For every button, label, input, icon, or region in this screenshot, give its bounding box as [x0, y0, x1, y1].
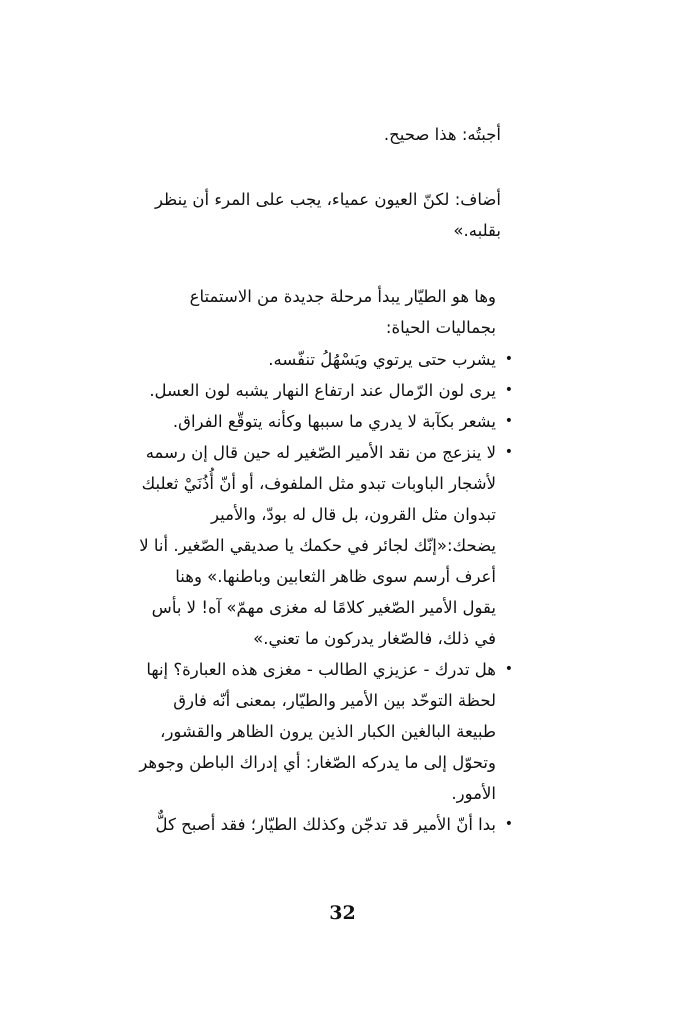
paragraph-reply: أجبتُه: هذا صحيح. — [383, 125, 501, 144]
paragraph-quote: أضاف: لكنّ العيون عمياء، يجب على المرء أن ينظر بقلبه.» — [154, 190, 501, 240]
bullet-list — [139, 344, 513, 840]
bullet-item: • لا ينزعج من نقد الأمير الصّغير له حين قال إن رسمه لأشجار الباوبات تبدو مثل الملفوف، أو أنّ أُذُنَيْ ثعلبك تبدوان مثل القرون، بل قال له بودّ، والأمير يضحك:«إنّك لجائر في حكمك يا صديقي الصّغير. أنا لا أعرف أرسم سوى ظاهر الثعابين وباطنها.» وهنا يقول الأمير الصّغير كلامًا له مغزى مهمّ» آه! لا بأس في ذلك، فالصّغار يدركون ما تعني.» — [139, 437, 513, 654]
bullet-item: • يرى لون الرّمال عند ارتفاع النهار يشبه لون العسل. — [139, 375, 513, 406]
paragraph-intro: وها هو الطيّار يبدأ مرحلة جديدة من الاستمتاع بجماليات الحياة: — [189, 287, 496, 337]
page-number: 32 — [329, 902, 356, 924]
bullet-item: • هل تدرك - عزيزي الطالب - مغزى هذه العبارة؟ إنها لحظة التوحّد بين الأمير والطيّار، بمعنى أنّه فارق طبيعة البالغين الكبار الذين يرون الظاهر والقشور، وتحوّل إلى ما يدركه الصّغار: أي إدراك الباطن وجوهر الأمور. — [139, 654, 513, 809]
bullet-item: • يشعر بكآبة لا يدري ما سببها وكأنه يتوقّع الفراق. — [139, 406, 513, 437]
bullet-item: • بدا أنّ الأمير قد تدجّن وكذلك الطيّار؛ فقد أصبح كلٌّ — [139, 809, 513, 840]
bullet-item: • يشرب حتى يرتوي ويَسْهُلُ تنفّسه. — [139, 344, 513, 375]
